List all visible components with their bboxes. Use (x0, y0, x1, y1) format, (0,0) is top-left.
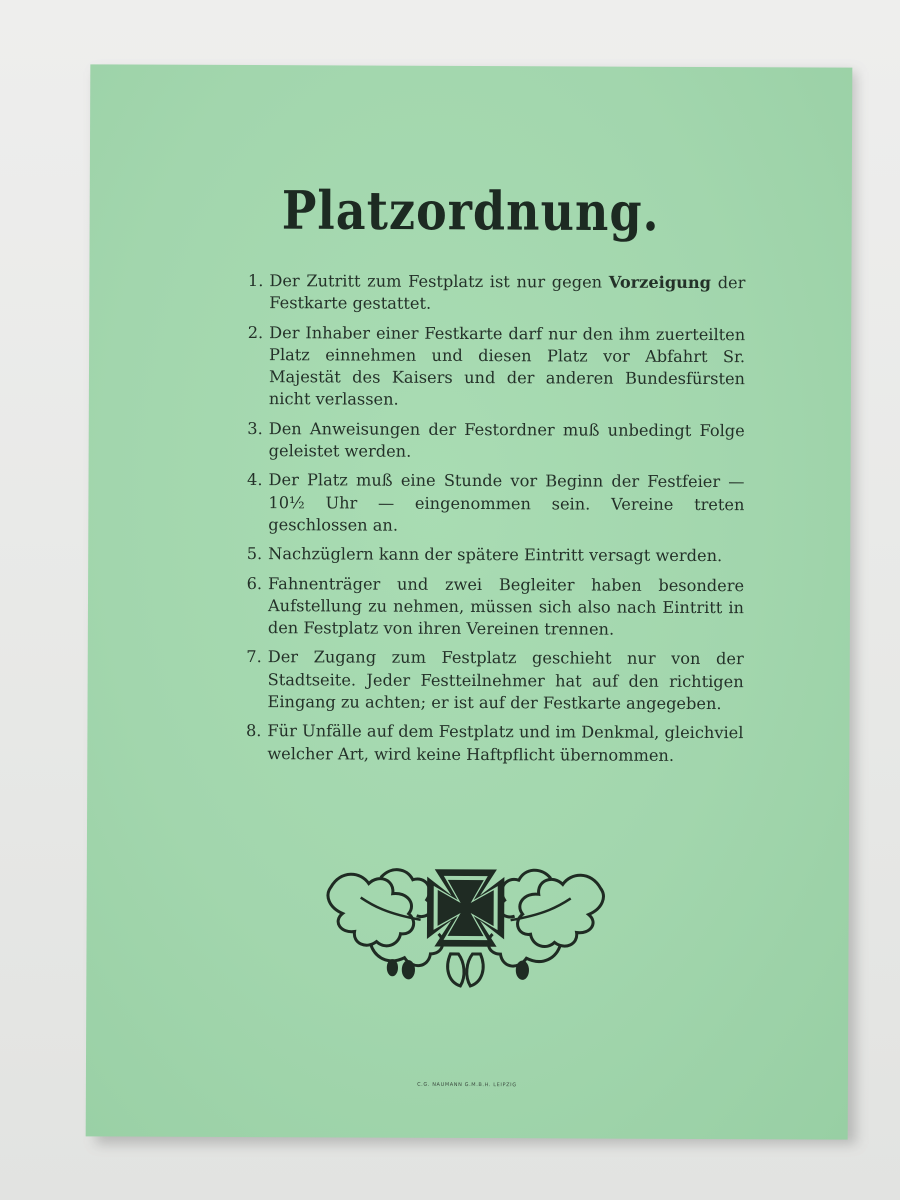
printer-imprint: C.G. NAUMANN G.M.B.H. LEIPZIG (417, 1081, 517, 1089)
rule-number: 8. (245, 721, 262, 741)
rule-text: Den Anweisungen der Festordner muß unbedingt Folge geleistet werden. (268, 418, 745, 461)
rule-item-7 (224, 646, 744, 715)
rule-text: Nachzüglern kann der spätere Eintritt versagt werden. (268, 544, 723, 566)
rule-text: Der Inhaber einer Festkarte darf nur den ihm zuerteilten Platz einnehmen und diesen Platz vor Abfahrt Sr. Majestät des Kaisers und der anderen Bundesfürsten nicht verlassen. (268, 322, 746, 410)
rule-item-6 (224, 572, 744, 641)
rule-text-bold: Vorzeigung (608, 272, 712, 293)
rule-text: Der Zugang zum Festplatz geschieht nur von der Stadtseite. Jeder Festteilnehmer hat auf den richtigen Eingang zu achten; er ist auf der Festkarte angegeben. (267, 647, 744, 714)
rule-number: 4. (247, 470, 263, 490)
iron-cross-oak-leaves-icon (320, 857, 611, 988)
rule-text: Der Zutritt zum Festplatz ist nur gegen (269, 271, 609, 292)
rule-number: 7. (246, 647, 262, 667)
rule-text: Für Unfälle auf dem Festplatz und im Denkmal, gleichviel welcher Art, wird keine Haftpflicht übernommen. (267, 721, 744, 765)
rule-item-1 (225, 270, 745, 317)
document-sheet (86, 64, 853, 1139)
rule-item-4 (224, 469, 744, 538)
rule-number: 6. (246, 573, 263, 593)
rule-text: Der Platz muß eine Stunde vor Beginn der Festfeier — 10½ Uhr — eingenommen sein. Vereine treten geschlossen an. (268, 470, 745, 535)
rule-number: 2. (247, 322, 264, 342)
rule-item-8 (223, 720, 743, 767)
rule-number: 1. (247, 271, 264, 291)
rules-list (223, 270, 745, 774)
rule-text: Fahnenträger und zwei Begleiter haben besondere Aufstellung zu nehmen, müssen sich also nach Eintritt in den Festplatz von ihren Vereinen trennen. (267, 573, 745, 639)
rule-number: 3. (247, 418, 263, 438)
page-title: Platzordnung. (281, 179, 660, 243)
rule-item-5 (224, 543, 744, 568)
rule-text: der Festkarte gestattet. (269, 273, 746, 314)
rule-item-2 (225, 322, 745, 413)
rule-item-3 (225, 418, 745, 465)
rule-number: 5. (246, 544, 263, 564)
